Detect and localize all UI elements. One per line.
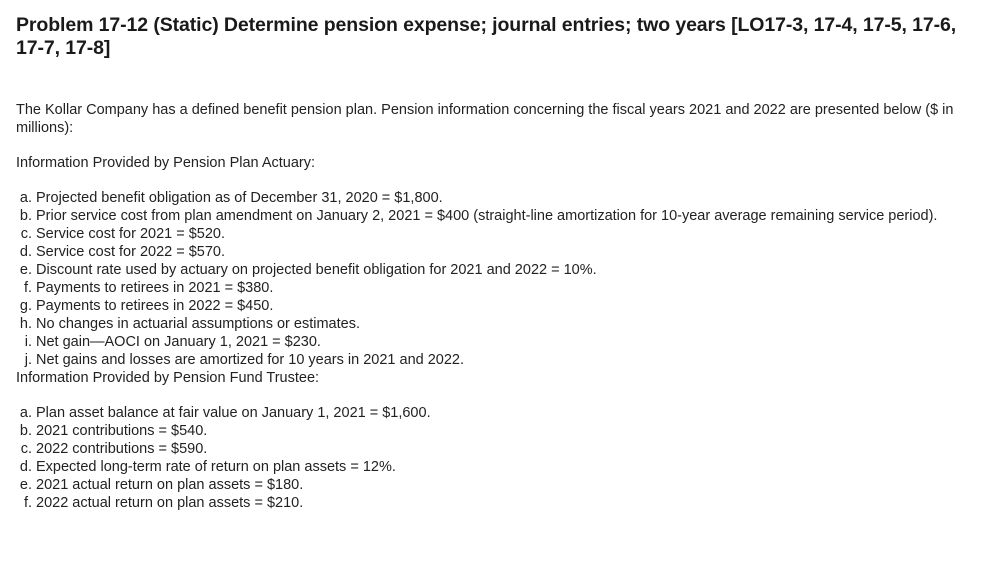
problem-intro: The Kollar Company has a defined benefit pension plan. Pension information concerning the fiscal years 2021 and 2022 are presented below ($ in millions):	[16, 102, 954, 136]
list-item-text: Plan asset balance at fair value on January 1, 2021 = $1,600.	[36, 405, 431, 421]
list-marker: f.	[23, 495, 32, 511]
list-item	[16, 351, 983, 369]
list-marker: i.	[24, 334, 32, 350]
list-item-text: 2022 contributions = $590.	[36, 441, 208, 457]
list-marker: d.	[19, 244, 32, 260]
list-item	[16, 261, 983, 279]
list-item-text: Expected long-term rate of return on plan assets = 12%.	[36, 459, 396, 475]
trustee-heading: Information Provided by Pension Fund Trustee:	[16, 370, 320, 386]
list-item-text: Service cost for 2022 = $570.	[36, 244, 226, 260]
list-item	[16, 279, 983, 297]
list-item-text: Net gain—AOCI on January 1, 2021 = $230.	[36, 334, 321, 350]
list-item	[16, 333, 983, 351]
list-marker: e.	[19, 262, 32, 278]
list-item-text: Payments to retirees in 2022 = $450.	[36, 298, 274, 314]
list-marker: b.	[19, 423, 32, 439]
list-marker: h.	[19, 316, 32, 332]
list-item-text: Discount rate used by actuary on projected benefit obligation for 2021 and 2022 = 10%.	[36, 262, 597, 278]
list-item-text: 2021 actual return on plan assets = $180.	[36, 477, 304, 493]
list-item	[16, 189, 983, 207]
list-item	[16, 404, 983, 422]
list-marker: f.	[23, 280, 32, 296]
list-item-text: Prior service cost from plan amendment on January 2, 2021 = $400 (straight-line amortization for 10-year average remaining service period).	[36, 208, 938, 224]
list-item	[16, 225, 983, 243]
list-item-text: Service cost for 2021 = $520.	[36, 226, 226, 242]
list-marker: j.	[24, 352, 32, 368]
list-item	[16, 476, 983, 494]
list-item	[16, 440, 983, 458]
list-marker: c.	[20, 226, 32, 242]
trustee-list	[16, 404, 983, 512]
list-item	[16, 458, 983, 476]
list-marker: a.	[19, 190, 32, 206]
list-marker: b.	[19, 208, 32, 224]
list-item	[16, 315, 983, 333]
list-marker: g.	[19, 298, 32, 314]
list-item-text: 2022 actual return on plan assets = $210.	[36, 495, 304, 511]
list-marker: d.	[19, 459, 32, 475]
list-marker: e.	[19, 477, 32, 493]
problem-title: Problem 17-12 (Static) Determine pension expense; journal entries; two years [LO17-3, 17-4, 17-5, 17-6, 17-7, 17-8]	[16, 14, 957, 59]
list-item-text: 2021 contributions = $540.	[36, 423, 208, 439]
list-item-text: No changes in actuarial assumptions or estimates.	[36, 316, 360, 332]
list-item	[16, 422, 983, 440]
list-item-text: Net gains and losses are amortized for 10 years in 2021 and 2022.	[36, 352, 465, 368]
actuary-list	[16, 189, 983, 369]
list-item	[16, 297, 983, 315]
list-marker: a.	[19, 405, 32, 421]
actuary-heading: Information Provided by Pension Plan Actuary:	[16, 155, 316, 171]
list-item-text: Payments to retirees in 2021 = $380.	[36, 280, 274, 296]
list-marker: c.	[20, 441, 32, 457]
list-item-text: Projected benefit obligation as of December 31, 2020 = $1,800.	[36, 190, 443, 206]
list-item	[16, 243, 983, 261]
list-item	[16, 207, 983, 225]
list-item	[16, 494, 983, 512]
